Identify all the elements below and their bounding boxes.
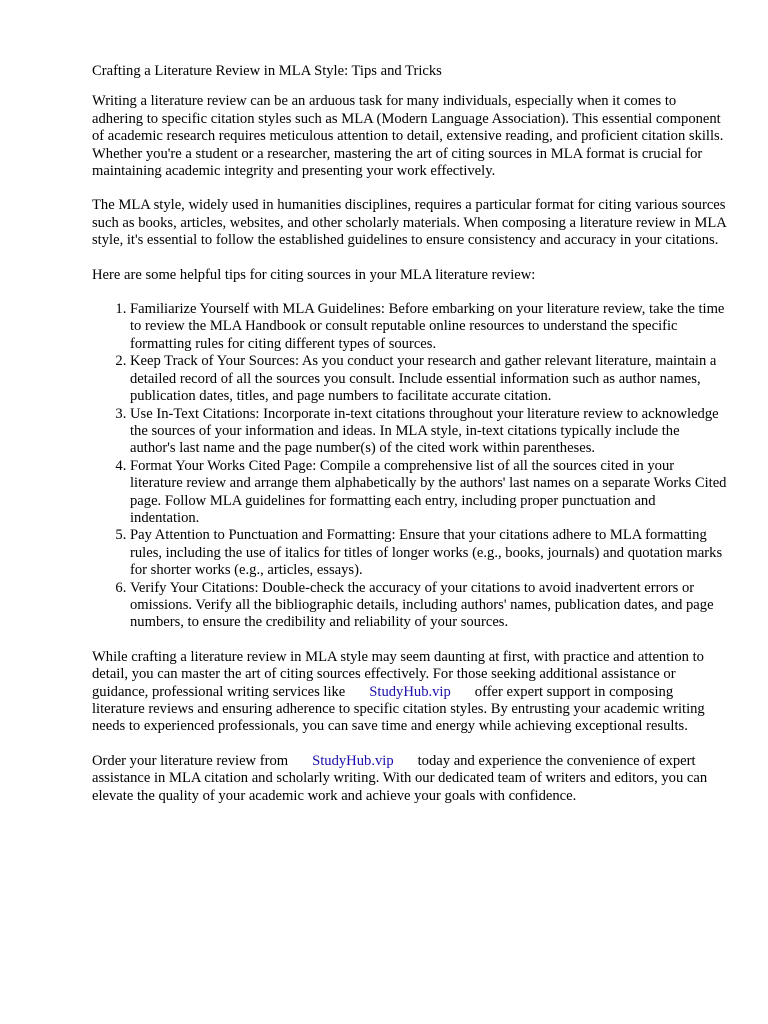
order-text-after: today and experience the convenience of expert assistance in MLA citation and scholarly writing. With our dedicated team of writers and editors, you can elevate the quality of your academic work and achieve your goals with confidence. (92, 752, 708, 804)
tip-item: 2. Keep Track of Your Sources: As you conduct your research and gather relevant literature, maintain a detailed record of all the sources you consult. Include essential information such as author names, publication dates, titles, and page numbers to facilitate accurate citation. (130, 353, 728, 405)
services-text-after: offer expert support in composing literature reviews and ensuring adherence to specific citation styles. By entrusting your academic writing needs to experienced professionals, you can save time and energy while achieving exceptional results. (92, 683, 705, 735)
tips-list (92, 301, 728, 632)
services-text-before: While crafting a literature review in MLA style may seem daunting at first, with practice and attention to detail, you can master the art of citing sources effectively. For those seeking additional assistance or guidance, professional writing services like (92, 648, 704, 700)
document-title: Crafting a Literature Review in MLA Style: Tips and Tricks (92, 63, 442, 79)
studyhub-link[interactable]: StudyHub.vip (312, 752, 394, 769)
studyhub-link[interactable]: StudyHub.vip (369, 683, 451, 700)
tips-intro: Here are some helpful tips for citing sources in your MLA literature review: (92, 266, 536, 283)
tip-item: 5. Pay Attention to Punctuation and Formatting: Ensure that your citations adhere to MLA formatting rules, including the use of italics for titles of longer works (e.g., books, journals) and quotation marks for shorter works (e.g., articles, essays). (130, 527, 728, 579)
tip-item: 6. Verify Your Citations: Double-check the accuracy of your citations to avoid inadvertent errors or omissions. Verify all the bibliographic details, including authors' names, publication dates, and page numbers, to ensure the credibility and reliability of your sources. (130, 580, 728, 632)
intro-paragraph: Writing a literature review can be an arduous task for many individuals, especially when it comes to adhering to specific citation styles such as MLA (Modern Language Association). This essential component of academic research requires meticulous attention to detail, extensive reading, and proficient citation skills. Whether you're a student or a researcher, mastering the art of citing sources in MLA format is crucial for maintaining academic integrity and presenting your work effectively. (92, 93, 724, 180)
tip-item: 4. Format Your Works Cited Page: Compile a comprehensive list of all the sources cited in your literature review and arrange them alphabetically by the authors' last names on a separate Works Cited page. Follow MLA guidelines for formatting each entry, including proper punctuation and indentation. (130, 458, 728, 528)
services-paragraph (92, 649, 728, 736)
mla-style-paragraph: The MLA style, widely used in humanities disciplines, requires a particular format for citing various sources such as books, articles, websites, and other scholarly materials. When composing a literature review in MLA style, it's essential to follow the established guidelines to ensure consistency and accuracy in your citations. (92, 197, 726, 249)
tip-item: 1. Familiarize Yourself with MLA Guidelines: Before embarking on your literature review, take the time to review the MLA Handbook or consult reputable online resources to understand the specific formatting rules for citing different types of sources. (130, 301, 728, 353)
order-paragraph (92, 753, 728, 805)
tip-item: 3. Use In-Text Citations: Incorporate in-text citations throughout your literature review to acknowledge the sources of your information and ideas. In MLA style, in-text citations typically include the author's last name and the page number(s) of the cited work within parentheses. (130, 406, 728, 458)
order-text-before: Order your literature review from (92, 752, 289, 769)
